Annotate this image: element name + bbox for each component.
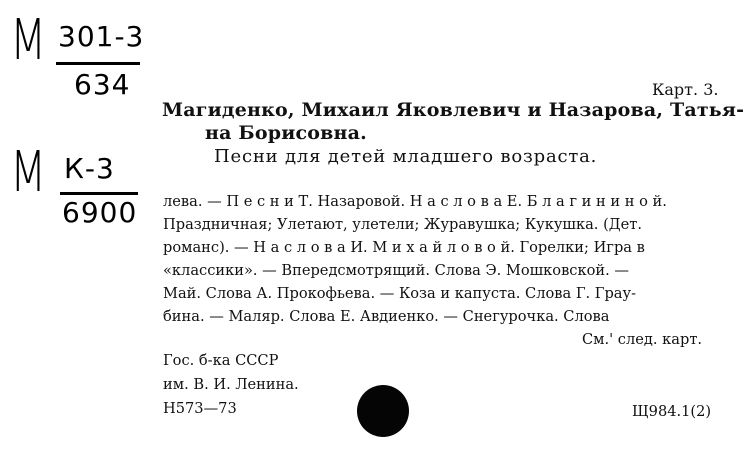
shelf-mark-code-1: 301-3 bbox=[58, 20, 145, 53]
book-title: Песни для детей младшего возраста. bbox=[214, 146, 598, 167]
shelf-mark-number-1: 634 bbox=[74, 68, 131, 101]
contents-line-6: бина. — Маляр. Слова Е. Авдиенко. — Снегурочка. Слова bbox=[163, 308, 610, 325]
library-name-line-1: Гос. б-ка СССР bbox=[163, 352, 279, 369]
shelf-mark-code-2: К-3 bbox=[64, 152, 115, 185]
author-heading-line-1: Магиденко, Михаил Яковлевич и Назарова, Татья- bbox=[162, 99, 745, 121]
continued-note: См.' след. карт. bbox=[582, 331, 703, 348]
author-heading-line-2: на Борисовна. bbox=[205, 122, 367, 144]
shelf-mark-number-2: 6900 bbox=[62, 196, 138, 229]
shelf-mark-letter-2: М bbox=[10, 140, 47, 205]
card-number: Карт. 3. bbox=[652, 80, 719, 99]
ink-stamp bbox=[357, 385, 409, 437]
shelf-mark-divider-1 bbox=[56, 62, 140, 65]
shelf-mark-letter-1: М bbox=[10, 8, 47, 73]
classification-index: Щ984.1(2) bbox=[632, 403, 712, 420]
contents-line-1: лева. — П е с н и Т. Назаровой. Н а с л о в а Е. Б л а г и н и н о й. bbox=[163, 193, 667, 210]
contents-line-5: Май. Слова А. Прокофьева. — Коза и капуста. Слова Г. Грау- bbox=[163, 285, 636, 302]
contents-line-2: Праздничная; Улетают, улетели; Журавушка; Кукушка. (Дет. bbox=[163, 216, 642, 233]
library-name-line-2: им. В. И. Ленина. bbox=[163, 376, 299, 393]
shelf-mark-divider-2 bbox=[60, 192, 138, 195]
contents-line-3: романс). — Н а с л о в а И. М и х а й л о в о й. Горелки; Игра в bbox=[163, 239, 645, 256]
contents-line-4: «классики». — Впередсмотрящий. Слова Э. Мошковской. — bbox=[163, 262, 629, 279]
inventory-number: Н573—73 bbox=[163, 400, 237, 417]
